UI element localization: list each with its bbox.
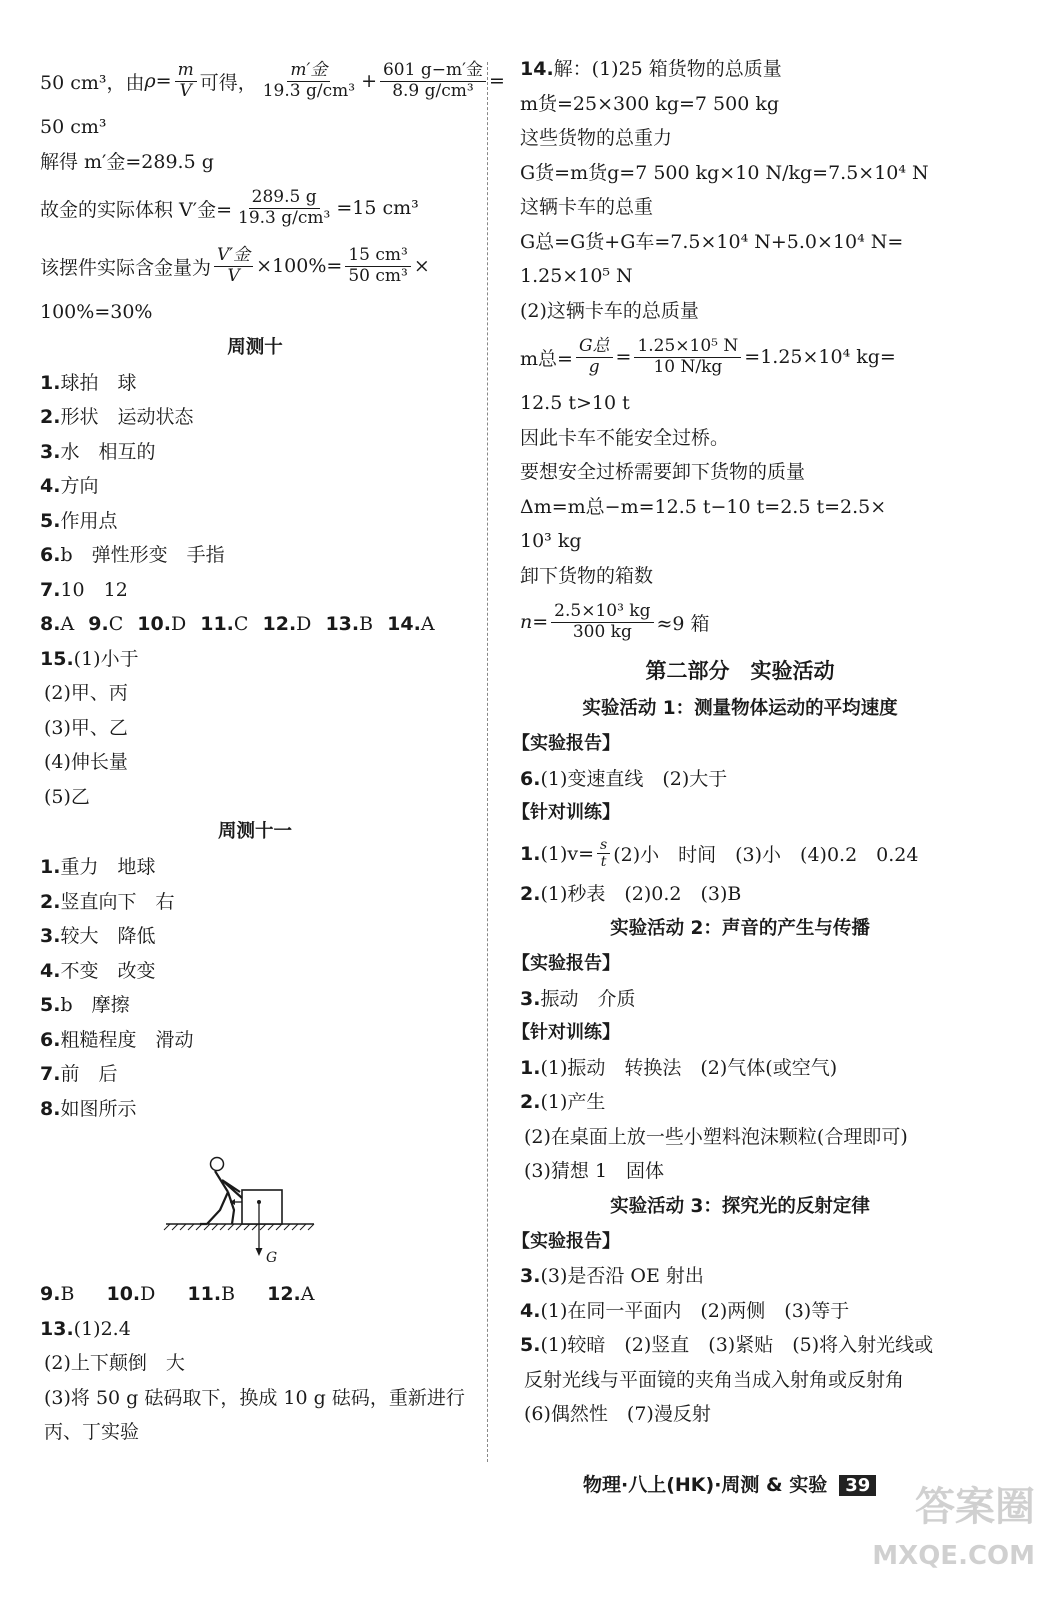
answer-line: 15.(1)小于: [40, 647, 139, 670]
person-body: [200, 1171, 242, 1224]
sub-answer: (2)在桌面上放一些小塑料泡沫颗粒(合理即可): [524, 1125, 908, 1148]
text-line: 1.25×10⁵ N: [520, 265, 633, 287]
text-line: (2)这辆卡车的总质量: [520, 299, 699, 322]
answer-line: 2.竖直向下 右: [40, 890, 175, 913]
text-line: 10³ kg: [520, 530, 582, 552]
text-line: 12.5 t>10 t: [520, 392, 630, 414]
multiple-choice-line: 9.B 10.D 11.B 12.A: [40, 1283, 315, 1305]
report-tag: 【实验报告】: [512, 733, 620, 754]
answer-line: 2.形状 运动状态: [40, 406, 194, 428]
sub-answer: (2)上下颠倒 大: [44, 1352, 185, 1374]
training-tag: 【针对训练】: [512, 1022, 620, 1043]
page-number: 39: [839, 1475, 876, 1496]
text-line: 卸下货物的箱数: [520, 564, 654, 587]
text-line: 这辆卡车的总重: [520, 196, 654, 218]
answer-line: 1.(1)振动 转换法 (2)气体(或空气): [520, 1056, 838, 1079]
gold-volume-line: 故金的实际体积 V′金= $\frac{289.5 g}{\text{19.3 g/cm³}}$ =15 cm³: [40, 186, 419, 228]
sub-answer: (5)乙: [44, 785, 90, 808]
answer-line: 4.不变 改变: [40, 959, 156, 982]
fraction-copper: $\frac{\text{601 g−m′金}}{\text{8.9 g/cm³}}$: [380, 61, 486, 101]
answer-line: 2.(1)秒表 (2)0.2 (3)B: [520, 882, 742, 905]
part-heading: 第二部分 实验活动: [645, 659, 835, 683]
answer-line: 2.(1)产生: [520, 1091, 606, 1113]
ground-hatching: [164, 1224, 314, 1230]
sub-answer: (6)偶然性 (7)漫反射: [524, 1403, 711, 1425]
sub-answer: (2)甲、丙: [44, 682, 128, 704]
center-point: [257, 1200, 261, 1204]
sub-answer: (4)伸长量: [44, 751, 128, 773]
fraction: $\frac{289.5 g}{\text{19.3 g/cm³}}$: [238, 186, 331, 228]
fraction-gold: $\frac{\text{m′金}}{\text{19.3 g/cm³}}$: [262, 59, 356, 101]
answer-line: 6.(1)变速直线 (2)大于: [520, 767, 728, 790]
push-box-force-diagram: [162, 1152, 322, 1272]
fraction: $\frac{\text{1.25×10⁵ N}}{10 N/kg}$: [634, 337, 741, 377]
answer-line: 3.振动 介质: [520, 987, 636, 1010]
answer-line: 3.(3)是否沿 OE 射出: [520, 1265, 704, 1287]
text: 可得，: [199, 71, 257, 94]
fraction: $\frac{s}{t}$: [597, 837, 610, 870]
rho-symbol: ρ=: [144, 70, 172, 92]
density-equation-line: 50 cm³，由 ρ= $\frac{m}{V}$ 可得， $\frac{\text{m′金}}{\text{19.3 g/cm³}}$ + $\frac{\text{601 g−m′金}}{\text{8.9 g/cm³}}$ =: [40, 59, 505, 101]
text-line: 50 cm³: [40, 116, 107, 138]
sub-answer: (3)甲、乙: [44, 716, 128, 739]
sub-answer: 反射光线与平面镜的夹角当成入射角或反射角: [524, 1368, 905, 1391]
answer-line: 1.重力 地球: [40, 856, 156, 878]
answer-line: 5.作用点: [40, 509, 118, 532]
activity-heading: 实验活动 3：探究光的反射定律: [610, 1195, 870, 1217]
section-heading: 周测十: [227, 336, 283, 358]
answer-line: 1. (1)v= $\frac{s}{t}$ (2)小 时间 (3)小 (4)0.2 0.24: [520, 836, 919, 870]
text-line: 因此卡车不能安全过桥。: [520, 426, 730, 449]
answer-line: 6.b 弹性形变 手指: [40, 544, 225, 566]
text-line: G货=m货g=7 500 kg×10 N/kg=7.5×10⁴ N: [520, 161, 929, 184]
answer-line: 7.前 后: [40, 1063, 118, 1085]
fraction: $\frac{\text{15 cm³}}{\text{50 cm³}}$: [345, 246, 411, 286]
fraction: $\frac{\text{G总}}{g}$: [576, 337, 613, 377]
column-divider: [487, 62, 488, 1462]
activity-heading: 实验活动 2：声音的产生与传播: [610, 918, 870, 939]
answer-line: 3.水 相互的: [40, 440, 156, 463]
fraction-m-over-v: $\frac{m}{V}$: [175, 61, 197, 101]
text-line: G总=G货+G车=7.5×10⁴ N+5.0×10⁴ N=: [520, 230, 904, 253]
answer-line: 7.10 12: [40, 578, 128, 601]
gravity-label: G: [266, 1250, 278, 1266]
text-line: m货=25×300 kg=7 500 kg: [520, 92, 780, 115]
answer-line: 8.如图所示: [40, 1097, 137, 1120]
arrow-head: [256, 1248, 263, 1256]
answer-line: 1.球拍 球: [40, 371, 137, 394]
sub-answer: (3)将 50 g 砝码取下，换成 10 g 砝码，重新进行: [44, 1386, 465, 1409]
fraction: $\frac{\text{2.5×10³ kg}}{300 kg}$: [551, 602, 653, 642]
activity-heading: 实验活动 1：测量物体运动的平均速度: [582, 698, 898, 719]
text-line: 解得 m′金=289.5 g: [40, 150, 214, 173]
section-heading: 周测十一: [217, 821, 292, 842]
answer-line: 13.(1)2.4: [40, 1317, 131, 1340]
sub-answer: (3)猜想 1 固体: [524, 1160, 665, 1182]
watermark-logo: 答案圈 MXQE.COM: [872, 1484, 1035, 1571]
person-head: [211, 1158, 224, 1171]
box: [242, 1190, 282, 1224]
answer-line: 4.方向: [40, 475, 99, 497]
text-line: 这些货物的总重力: [520, 127, 673, 149]
text: 50 cm³，由: [40, 71, 145, 94]
answer-line: 14.解：(1)25 箱货物的总质量: [520, 58, 782, 80]
answer-line: 5.(1)较暗 (2)竖直 (3)紧贴 (5)将入射光线或: [520, 1334, 934, 1356]
text-line: 要想安全过桥需要卸下货物的质量: [520, 461, 806, 483]
text-line: Δm=m总−m=12.5 t−10 t=2.5 t=2.5×: [520, 495, 887, 518]
answer-line: 6.粗糙程度 滑动: [40, 1028, 194, 1051]
training-tag: 【针对训练】: [512, 802, 620, 823]
left-column: [40, 52, 505, 1126]
report-tag: 【实验报告】: [512, 1230, 620, 1252]
box-count-line: n= $\frac{\text{2.5×10³ kg}}{300 kg}$ ≈9 箱: [520, 600, 710, 642]
report-tag: 【实验报告】: [512, 953, 620, 974]
answer-line: 5.b 摩擦: [40, 994, 130, 1016]
answer-line: 3.较大 降低: [40, 925, 156, 947]
sub-answer: 丙、丁实验: [44, 1421, 140, 1443]
answer-line: 4.(1)在同一平面内 (2)两侧 (3)等于: [520, 1299, 850, 1322]
text-line: 100%=30%: [40, 301, 153, 323]
fraction: $\frac{\text{V′金}}{V}$: [214, 246, 253, 286]
total-mass-line: m总= $\frac{\text{G总}}{g}$ = $\frac{\text{1.25×10⁵ N}}{10 N/kg}$ =1.25×10⁴ kg=: [520, 335, 896, 377]
gold-content-line: 该摆件实际含金量为 $\frac{\text{V′金}}{V}$ ×100%= $\frac{\text{15 cm³}}{\text{50 cm³}}$ ×: [40, 244, 430, 286]
footer-title: 物理·八上(HK)·周测 & 实验: [583, 1474, 828, 1496]
multiple-choice-line: 8.A 9.C 10.D 11.C 12.D 13.B 14.A: [40, 613, 435, 635]
left-column-bottom: [40, 1277, 470, 1450]
right-column: [512, 52, 960, 1432]
